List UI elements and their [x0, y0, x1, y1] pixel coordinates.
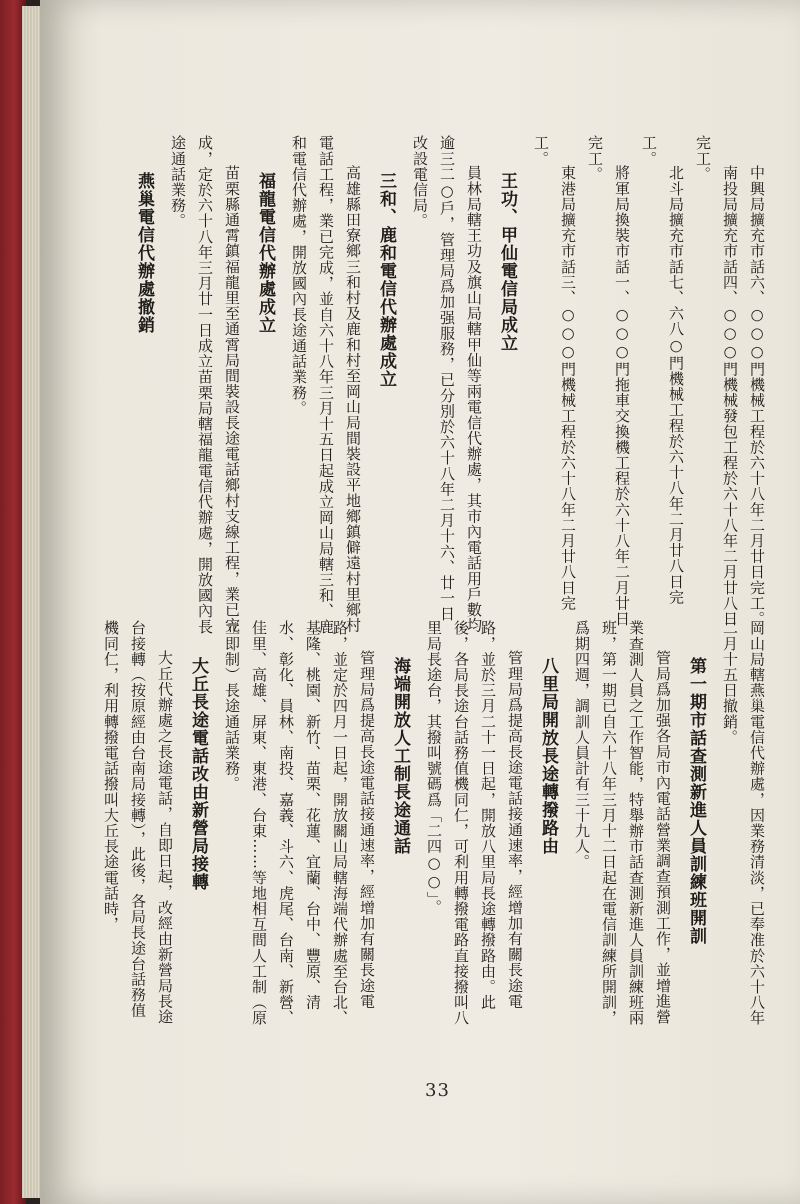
section-heading: 海端開放人工制長途通話: [390, 657, 410, 856]
bottom-vertical-text: [97, 620, 770, 1030]
section-heading: 燕巢電信代辦處撤銷: [134, 172, 154, 335]
section-heading: 福龍電信代辦處成立: [255, 172, 275, 335]
paragraph: 高雄縣田寮鄉三和村及鹿和村至岡山局間裝設平地鄉鎮僻遠村里鄉村電話工程，業已完成，並自六十八年三月十五日起成立岡山局轄三和、鹿和電信代辦處，開放國內長途通話業務。: [290, 135, 362, 635]
section-heading: 八里局開放長途轉撥路由: [538, 657, 558, 856]
section-heading: 第一期市話查測新進人員訓練班開訓: [686, 657, 706, 946]
top-text-section: [70, 135, 770, 635]
section-heading: 大丘長途電話改由新營局接轉: [188, 657, 208, 892]
top-vertical-text: [124, 135, 770, 635]
bottom-text-section: [70, 620, 770, 1030]
page-number: 33: [425, 1080, 450, 1101]
section-heading: 三和、鹿和電信代辦處成立: [376, 172, 396, 389]
paragraph: 南投局擴充市話四、○○○門機械發包工程於六十八年二月廿八日完工。: [694, 135, 739, 627]
paragraph: 中興局擴充市話六、○○○門機械工程於六十八年二月廿日完工。: [748, 165, 766, 627]
paragraph: 岡山局轄燕巢電信代辦處，因業務清淡，已奉准於六十八年二月十五日撤銷。: [721, 620, 766, 1026]
paragraph: 管理局爲提高長途電話接通速率，經增加有關長途電路，並於三月二十一日起，開放八里局長途轉撥路由。此後，各局長途台話務值機同仁，可利用轉撥電路直接撥叫八里局長途台，其撥叫號碼爲「二四○○」。: [425, 620, 524, 1026]
paragraph: 員林局轄王功及旗山局轄甲仙等兩電信代辦處，其市內電話用戶數均逾三二○戶，管理局爲加强服務，已分別於六十八年二月十六、廿一日改設電信局。: [411, 135, 483, 633]
paragraph: 東港局擴充市話三、○○○門機械工程於六十八年二月廿八日完工。: [532, 135, 577, 611]
paragraph: 苗栗縣通霄鎮福龍里至通霄局間裝設長途電話鄉村支線工程，業已完成，定於六十八年三月廿一日成立苗栗局轄福龍電信代辦處，開放國內長途通話業務。: [169, 135, 241, 635]
paragraph: 管理局爲提高長途電話接通速率，經增加有關長途電路，並定於四月一日起，開放關山局轄海端代辦處至台北、基隆、桃園、新竹、苗栗、花蓮、宜蘭、台中、豐原、清水、彰化、員林、南投、嘉義、斗六、虎尾、台南、新營、佳里、高雄、屏東、東港、台東……等地相互間人工制（原立即制）長途通話業務。: [223, 620, 376, 1026]
section-heading: 王功、甲仙電信局成立: [497, 172, 517, 353]
paragraph: 將軍局換裝市話一、○○○門拖車交換機工程於六十八年二月廿日完工。: [586, 135, 631, 627]
paragraph: 大丘代辦處之長途電話，自即日起，改經由新營局長途台接轉（按原經由台南局接轉），此後，各局長途台話務值機同仁，利用轉撥電話撥叫大丘長途電話時，: [102, 620, 174, 1025]
paragraph: 北斗局擴充市話七、六八○門機械工程於六十八年二月廿八日完工。: [640, 135, 685, 605]
paragraph: 管局爲加强各局市內電話營業調查預測工作，並增進營業查測人員之工作智能，特舉辦市話查測新進人員訓練班兩班，第一期已自六十八年三月十二日起在電信訓練所開訓，爲期四週，調訓人員計有三十九人。: [573, 620, 672, 1026]
